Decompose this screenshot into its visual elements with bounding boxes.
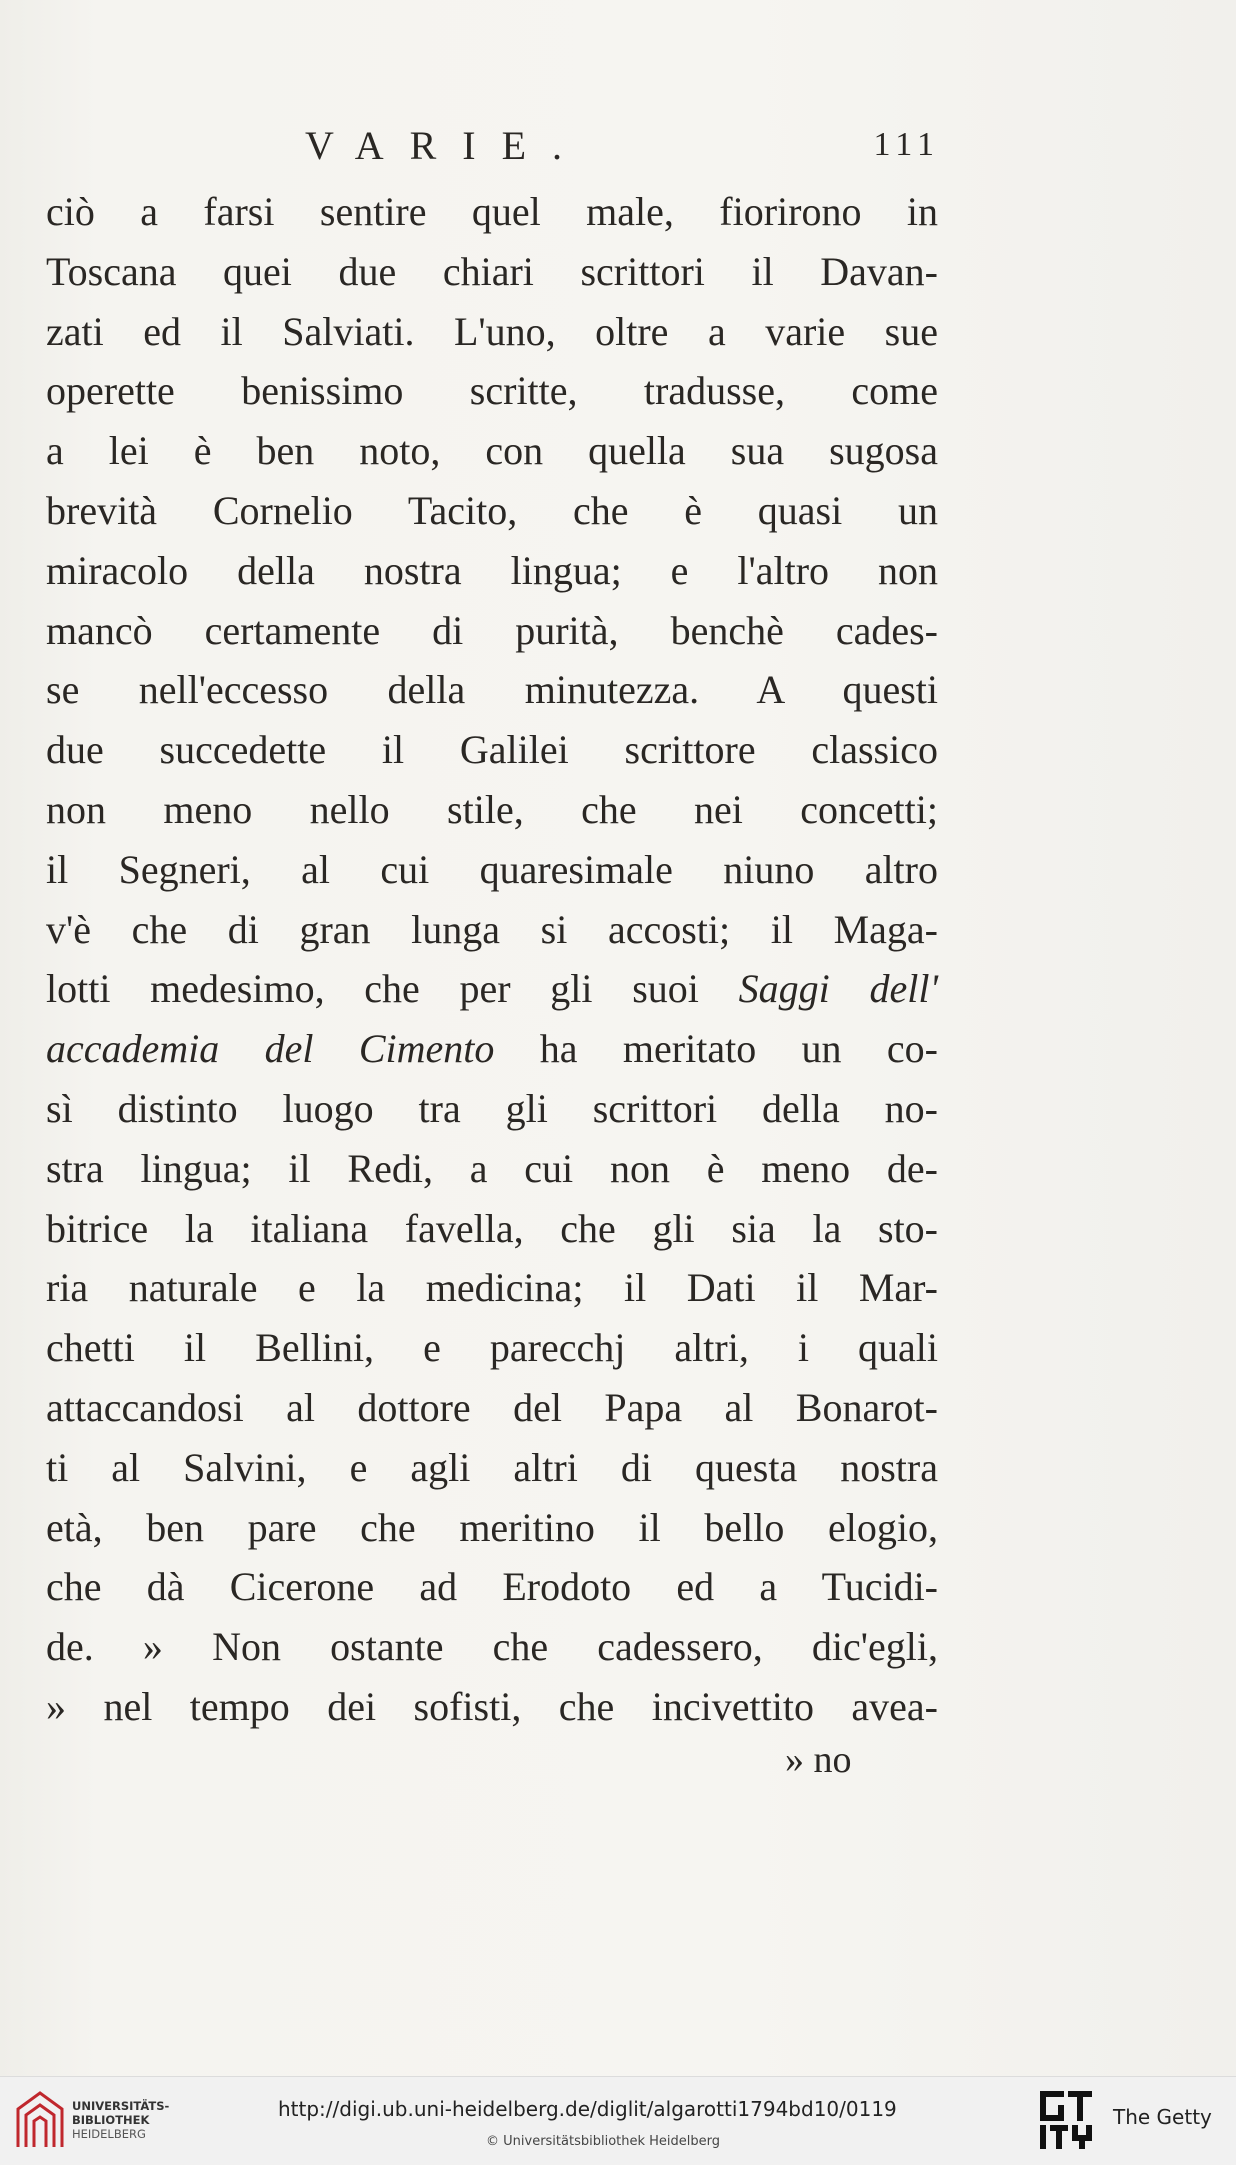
text-line: il Segneri, al cui quaresimale niuno altro	[46, 846, 938, 892]
text-line: de. » Non ostante che cadessero, dic'egli,	[46, 1624, 938, 1670]
text-line: a lei è ben noto, con quella sua sugosa	[46, 428, 938, 474]
getty-name: The Getty	[1113, 2105, 1212, 2129]
text-line: ciò a farsi sentire quel male, fiorirono in	[46, 189, 938, 234]
text-line: che dà Cicerone ad Erodoto ed a Tucidi-	[46, 1564, 938, 1610]
text-span: lotti medesimo, che per gli suoi	[46, 966, 739, 1012]
university-library-logo-icon	[14, 2089, 66, 2151]
text-span: ha meritato un co-	[494, 1026, 938, 1072]
text-line: Toscana quei due chiari scrittori il Davan-	[46, 248, 938, 294]
italic-title: accademia del Cimento	[46, 1026, 495, 1072]
library-name-line: UNIVERSITÄTS-	[72, 2099, 170, 2113]
text-line: ria naturale e la medicina; il Dati il Mar-	[46, 1265, 938, 1311]
getty-logo-icon	[1040, 2091, 1092, 2151]
italic-title: Saggi dell'	[738, 966, 939, 1012]
text-line: miracolo della nostra lingua; e l'altro non	[46, 547, 938, 593]
text-line: età, ben pare che meritino il bello elogio,	[46, 1504, 938, 1550]
text-line: non meno nello stile, che nei concetti;	[46, 786, 938, 832]
text-line: ti al Salvini, e agli altri di questa nostra	[46, 1444, 938, 1490]
text-line: chetti il Bellini, e parecchj altri, i quali	[46, 1325, 938, 1371]
text-line	[46, 959, 938, 1019]
page-number: 111	[873, 126, 940, 163]
page-header	[305, 122, 940, 182]
viewer-footer	[0, 2076, 1236, 2165]
source-url-link[interactable]: http://digi.ub.uni-heidelberg.de/diglit/algarotti1794bd10/0119	[278, 2097, 897, 2121]
text-line: operette benissimo scritte, tradusse, come	[46, 368, 938, 414]
library-name-line: HEIDELBERG	[72, 2127, 146, 2141]
text-line: sì distinto luogo tra gli scrittori della no-	[46, 1085, 938, 1131]
text-line: v'è che di gran lunga si accosti; il Maga-	[46, 906, 938, 952]
text-line	[46, 1019, 938, 1079]
text-line: stra lingua; il Redi, a cui non è meno de-	[46, 1145, 938, 1191]
text-line: » nel tempo dei sofisti, che incivettito avea-	[46, 1683, 938, 1729]
text-line: bitrice la italiana favella, che gli sia la sto-	[46, 1205, 938, 1251]
catchword: » no	[785, 1739, 852, 1781]
text-line: zati ed il Salviati. L'uno, oltre a varie sue	[46, 308, 938, 354]
library-name-line: BIBLIOTHEK	[72, 2113, 150, 2127]
text-line: brevità Cornelio Tacito, che è quasi un	[46, 487, 938, 533]
running-title: VARIE.	[305, 123, 589, 168]
body-text	[46, 182, 938, 1737]
text-line: due succedette il Galilei scrittore classico	[46, 727, 938, 773]
library-name	[72, 2099, 169, 2141]
copyright-notice: © Universitätsbibliothek Heidelberg	[486, 2134, 721, 2149]
text-line: attaccandosi al dottore del Papa al Bonarot-	[46, 1384, 938, 1430]
text-line: mancò certamente di purità, benchè cades-	[46, 607, 938, 653]
text-line: se nell'eccesso della minutezza. A questi	[46, 667, 938, 713]
